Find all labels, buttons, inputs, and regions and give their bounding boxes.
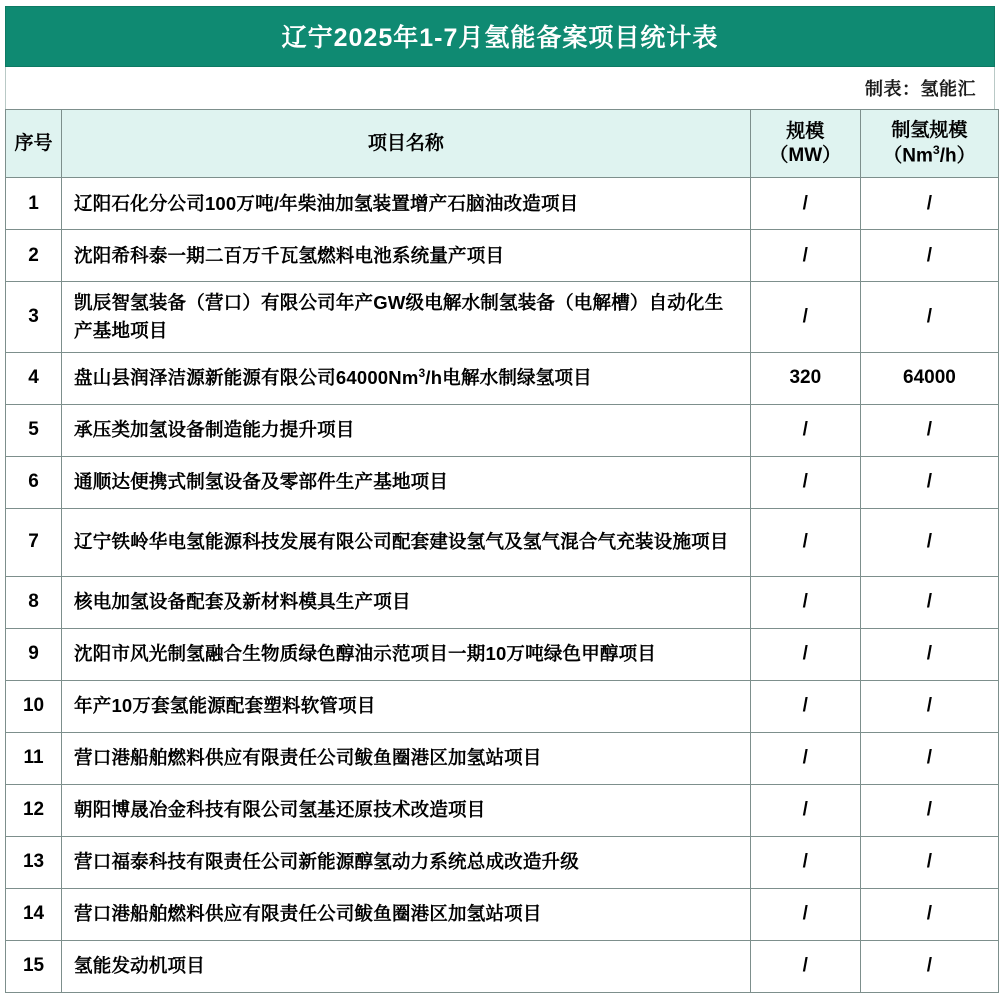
table-row [6, 282, 999, 353]
credit-text: 制表：氢能汇 [865, 79, 976, 99]
table-header-row [6, 110, 999, 178]
row-index: 2 [6, 230, 62, 282]
table-row [6, 508, 999, 576]
table-row [6, 836, 999, 888]
row-project-name: 辽宁铁岭华电氢能源科技发展有限公司配套建设氢气及氢气混合气充装设施项目 [62, 508, 751, 576]
table-row [6, 784, 999, 836]
row-hydrogen-scale: / [860, 178, 998, 230]
row-project-name: 朝阳博晟冶金科技有限公司氢基还原技术改造项目 [62, 784, 751, 836]
row-index: 4 [6, 352, 62, 404]
row-index: 10 [6, 680, 62, 732]
column-header-index: 序号 [6, 110, 62, 178]
row-project-name: 氢能发动机项目 [62, 940, 751, 992]
row-index: 12 [6, 784, 62, 836]
row-hydrogen-scale: / [860, 230, 998, 282]
table-header [6, 110, 999, 178]
row-scale: 320 [750, 352, 860, 404]
row-project-name: 沈阳希科泰一期二百万千瓦氢燃料电池系统量产项目 [62, 230, 751, 282]
column-header-scale [750, 110, 860, 178]
row-hydrogen-scale: / [860, 576, 998, 628]
row-scale: / [750, 404, 860, 456]
row-index: 1 [6, 178, 62, 230]
row-hydrogen-scale: / [860, 888, 998, 940]
row-project-name: 辽阳石化分公司100万吨/年柴油加氢装置增产石脑油改造项目 [62, 178, 751, 230]
row-hydrogen-scale: 64000 [860, 352, 998, 404]
table-row [6, 178, 999, 230]
column-header-project-name: 项目名称 [62, 110, 751, 178]
row-hydrogen-scale: / [860, 680, 998, 732]
row-scale: / [750, 628, 860, 680]
row-project-name: 凯辰智氢装备（营口）有限公司年产GW级电解水制氢装备（电解槽）自动化生产基地项目 [62, 282, 751, 353]
row-hydrogen-scale: / [860, 282, 998, 353]
row-scale: / [750, 732, 860, 784]
row-index: 11 [6, 732, 62, 784]
column-header-scale-line2: （MW） [769, 144, 842, 166]
row-index: 5 [6, 404, 62, 456]
row-index: 7 [6, 508, 62, 576]
row-index: 8 [6, 576, 62, 628]
row-scale: / [750, 940, 860, 992]
table-row [6, 940, 999, 992]
row-project-name: 核电加氢设备配套及新材料模具生产项目 [62, 576, 751, 628]
row-scale: / [750, 456, 860, 508]
row-scale: / [750, 178, 860, 230]
row-scale: / [750, 888, 860, 940]
projects-table [5, 109, 999, 993]
table-row [6, 576, 999, 628]
row-index: 15 [6, 940, 62, 992]
row-project-name: 营口港船舶燃料供应有限责任公司鲅鱼圈港区加氢站项目 [62, 732, 751, 784]
row-hydrogen-scale: / [860, 784, 998, 836]
row-hydrogen-scale: / [860, 404, 998, 456]
table-row [6, 230, 999, 282]
row-project-name: 承压类加氢设备制造能力提升项目 [62, 404, 751, 456]
row-project-name: 营口福泰科技有限责任公司新能源醇氢动力系统总成改造升级 [62, 836, 751, 888]
table-row [6, 732, 999, 784]
column-header-scale-line1: 规模 [786, 120, 825, 142]
table-row [6, 628, 999, 680]
page-title: 辽宁2025年1-7月氢能备案项目统计表 [5, 6, 995, 67]
table-row [6, 404, 999, 456]
table-row [6, 352, 999, 404]
row-project-name: 沈阳市风光制氢融合生物质绿色醇油示范项目一期10万吨绿色甲醇项目 [62, 628, 751, 680]
row-scale: / [750, 784, 860, 836]
column-header-hydrogen-scale-line2: （Nm$^3$/h） [883, 142, 976, 167]
credit-row [5, 67, 995, 109]
table-body [6, 178, 999, 993]
table-row [6, 888, 999, 940]
row-index: 13 [6, 836, 62, 888]
column-header-hydrogen-scale [860, 110, 998, 178]
row-project-name: 营口港船舶燃料供应有限责任公司鲅鱼圈港区加氢站项目 [62, 888, 751, 940]
row-index: 14 [6, 888, 62, 940]
row-scale: / [750, 680, 860, 732]
row-project-name: 通顺达便携式制氢设备及零部件生产基地项目 [62, 456, 751, 508]
table-row [6, 680, 999, 732]
row-hydrogen-scale: / [860, 836, 998, 888]
column-header-hydrogen-scale-line1: 制氢规模 [891, 120, 968, 142]
row-project-name: 盘山县润泽洁源新能源有限公司64000Nm$^3$/h电解水制绿氢项目 [62, 352, 751, 404]
table-row [6, 456, 999, 508]
row-hydrogen-scale: / [860, 628, 998, 680]
row-scale: / [750, 576, 860, 628]
row-index: 3 [6, 282, 62, 353]
row-hydrogen-scale: / [860, 508, 998, 576]
row-scale: / [750, 836, 860, 888]
row-scale: / [750, 282, 860, 353]
row-hydrogen-scale: / [860, 940, 998, 992]
row-hydrogen-scale: / [860, 732, 998, 784]
row-scale: / [750, 508, 860, 576]
row-project-name: 年产10万套氢能源配套塑料软管项目 [62, 680, 751, 732]
row-index: 6 [6, 456, 62, 508]
row-index: 9 [6, 628, 62, 680]
row-hydrogen-scale: / [860, 456, 998, 508]
row-scale: / [750, 230, 860, 282]
